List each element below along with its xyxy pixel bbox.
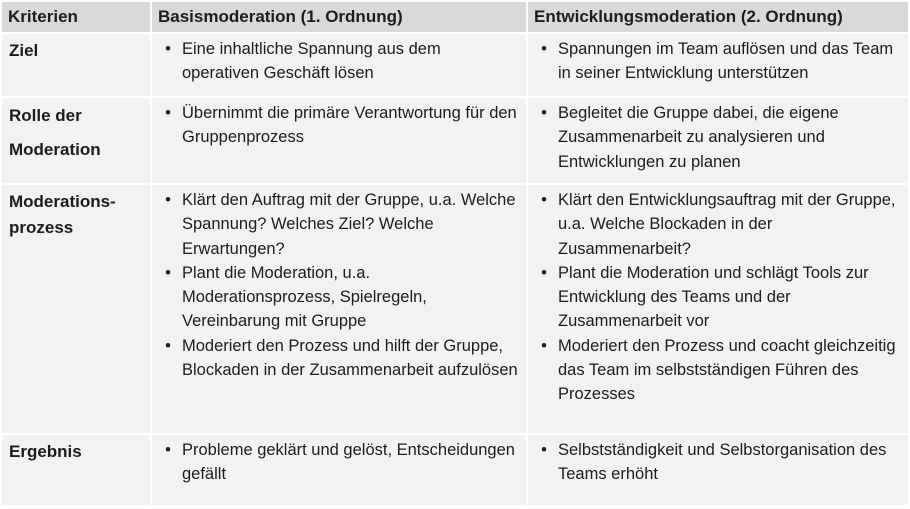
- list-item: [536, 261, 900, 334]
- bullet-icon: •: [165, 263, 171, 282]
- row-label-text: Moderations- prozess: [9, 192, 116, 237]
- header-kriterien: Kriterien: [2, 2, 150, 32]
- bullet-icon: •: [165, 441, 171, 459]
- cell-basis: [152, 435, 526, 505]
- list-item-text: Probleme geklärt und gelöst, Entscheidungen gefällt: [182, 441, 515, 484]
- list-item: [160, 261, 518, 334]
- list-item-text: Moderiert den Prozess und coacht gleichzeitig das Team im selbstständigen Führen des Prozesses: [558, 336, 896, 404]
- bullet-icon: •: [541, 441, 547, 459]
- list-item-text: Übernimmt die primäre Verantwortung für den Gruppenprozess: [182, 104, 517, 147]
- bullet-icon: •: [165, 191, 171, 209]
- list-item: [160, 334, 518, 383]
- bullet-icon: •: [165, 40, 171, 58]
- row-label: [2, 185, 150, 433]
- list-item-text: Klärt den Auftrag mit der Gruppe, u.a. Welche Spannung? Welches Ziel? Welche Erwartungen?: [182, 191, 516, 258]
- list-item: [536, 188, 900, 261]
- list-item: [536, 101, 900, 174]
- cell-basis: [152, 98, 526, 183]
- list-item: [536, 37, 900, 86]
- row-label: [2, 435, 150, 505]
- cell-entwicklung: [528, 34, 908, 96]
- bullet-icon: •: [541, 40, 547, 58]
- bullet-icon: •: [541, 263, 547, 282]
- cell-entwicklung: [528, 435, 908, 505]
- row-label-text: Ergebnis: [9, 442, 82, 461]
- row-moderationsprozess: [2, 185, 908, 433]
- bullet-icon: •: [541, 104, 547, 122]
- list-item-text: Selbstständigkeit und Selbstorganisation des Teams erhöht: [558, 441, 887, 484]
- list-item: [160, 101, 518, 150]
- bullet-icon: •: [541, 336, 547, 355]
- list-item-text: Begleitet die Gruppe dabei, die eigene Zusammenarbeit zu analysieren und Entwicklungen zu planen: [558, 104, 839, 171]
- header-basismoderation: Basismoderation (1. Ordnung): [152, 2, 526, 32]
- row-rolle: [2, 98, 908, 183]
- row-label: [2, 34, 150, 96]
- list-item-text: Klärt den Entwicklungsauftrag mit der Gruppe, u.a. Welche Blockaden in der Zusammenarbeit?: [558, 191, 896, 258]
- list-item-text: Plant die Moderation und schlägt Tools zur Entwicklung des Teams und der Zusammenarbeit vor: [558, 263, 869, 331]
- cell-entwicklung: [528, 185, 908, 433]
- row-label-text: Ziel: [9, 41, 39, 60]
- row-label: [2, 98, 150, 183]
- bullet-icon: •: [165, 336, 171, 355]
- cell-basis: [152, 185, 526, 433]
- list-item-text: Spannungen im Team auflösen und das Team in seiner Entwicklung unterstützen: [558, 40, 894, 83]
- list-item: [160, 37, 518, 86]
- row-ergebnis: [2, 435, 908, 505]
- bullet-icon: •: [541, 191, 547, 209]
- cell-entwicklung: [528, 98, 908, 183]
- list-item: [160, 438, 518, 487]
- row-label-text: Rolle der Moderation: [9, 106, 101, 159]
- header-row: [2, 2, 908, 32]
- list-item: [536, 438, 900, 487]
- row-ziel: [2, 34, 908, 96]
- list-item-text: Plant die Moderation, u.a. Moderationsprozess, Spielregeln, Vereinbarung mit Gruppe: [182, 263, 427, 331]
- list-item-text: Eine inhaltliche Spannung aus dem operativen Geschäft lösen: [182, 40, 441, 83]
- bullet-icon: •: [165, 104, 171, 122]
- header-entwicklungsmoderation: Entwicklungsmoderation (2. Ordnung): [528, 2, 908, 32]
- list-item-text: Moderiert den Prozess und hilft der Gruppe, Blockaden in der Zusammenarbeit aufzulösen: [182, 336, 518, 380]
- list-item: [160, 188, 518, 261]
- cell-basis: [152, 34, 526, 96]
- list-item: [536, 334, 900, 407]
